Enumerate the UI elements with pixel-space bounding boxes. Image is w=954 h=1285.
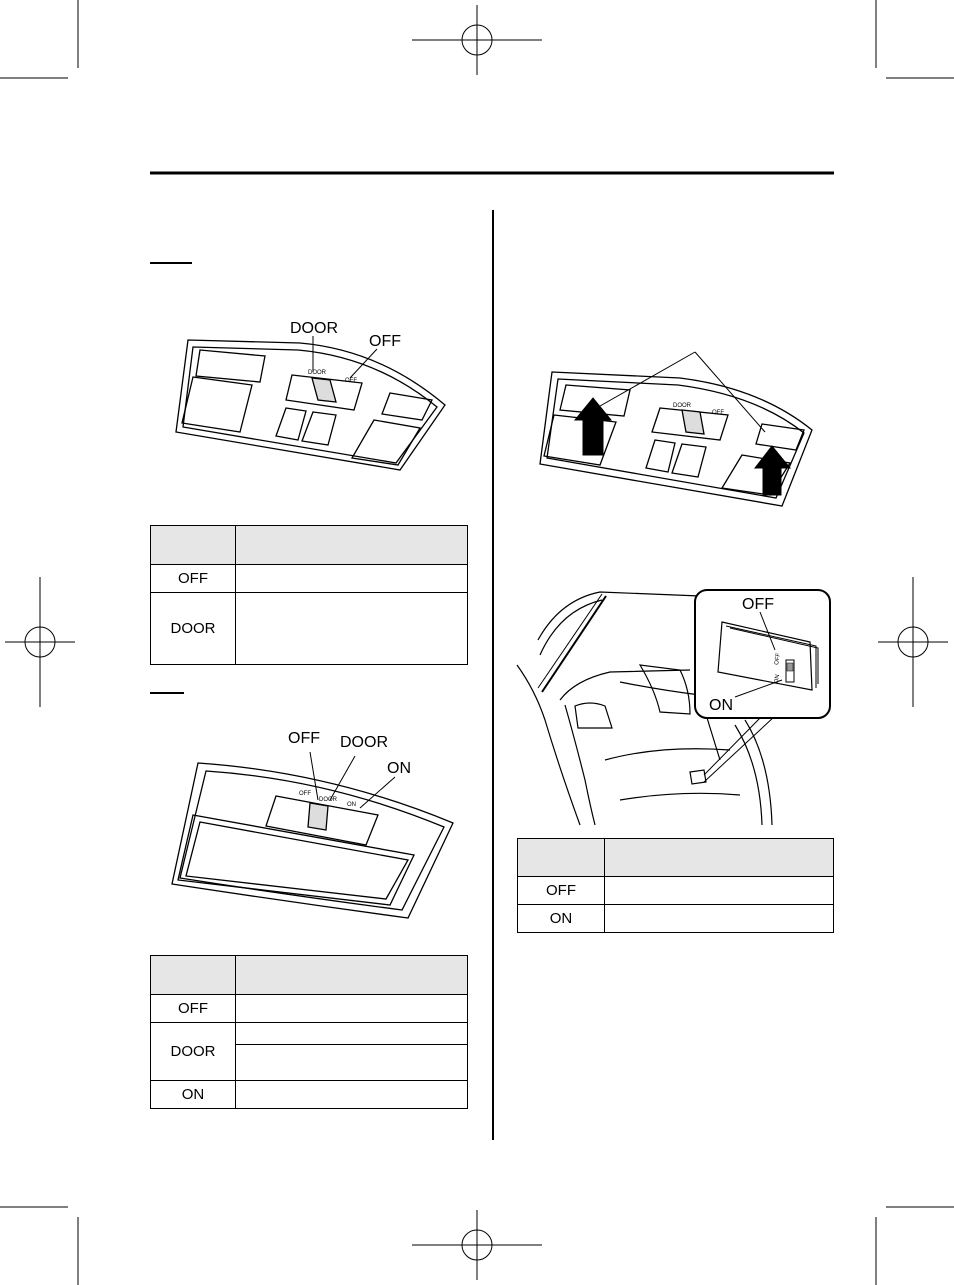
description-cell — [605, 905, 834, 933]
table-header-cell — [518, 839, 605, 877]
switch-position-cell: DOOR — [151, 1023, 236, 1081]
switch-position-cell: DOOR — [151, 593, 236, 665]
rear-switch-print-off: OFF — [299, 791, 311, 797]
rear-callout-on: ON — [387, 760, 411, 777]
table-header-cell — [151, 526, 236, 565]
cargo-switch-print-off: OFF — [774, 652, 782, 666]
description-cell — [236, 995, 468, 1023]
table-header-cell — [236, 526, 468, 565]
table-header-cell — [605, 839, 834, 877]
rear-heading-underline — [150, 692, 184, 694]
table-header-cell — [151, 956, 236, 995]
description-cell — [236, 593, 468, 665]
switch-position-cell: ON — [518, 905, 605, 933]
cargo-lamp-table — [517, 838, 834, 933]
table-row — [518, 877, 834, 905]
switch-position-cell: ON — [151, 1081, 236, 1109]
map-switch-print-door: DOOR — [673, 403, 691, 409]
table-header-cell — [236, 956, 468, 995]
table-header-row — [151, 956, 468, 995]
front-lamp-table — [150, 525, 468, 665]
rear-switch-print-door: DOOR — [319, 797, 337, 803]
rear-lamp-table — [150, 955, 468, 1109]
description-cell — [236, 1023, 468, 1045]
map-switch-print-off: OFF — [712, 410, 724, 416]
switch-position-cell: OFF — [151, 995, 236, 1023]
description-cell — [605, 877, 834, 905]
cargo-callout-on: ON — [709, 697, 733, 714]
table-row — [151, 1081, 468, 1109]
table-row — [151, 995, 468, 1023]
switch-position-cell: OFF — [518, 877, 605, 905]
table-row — [151, 565, 468, 593]
table-row — [518, 905, 834, 933]
cargo-callout-off: OFF — [742, 596, 774, 613]
table-row — [151, 1023, 468, 1045]
description-cell — [236, 565, 468, 593]
rear-switch-print-on: ON — [347, 802, 356, 808]
description-cell — [236, 1045, 468, 1081]
switch-position-cell: OFF — [151, 565, 236, 593]
front-switch-print-door: DOOR — [308, 370, 326, 376]
rear-callout-door: DOOR — [340, 734, 388, 751]
front-lamp-illustration — [176, 333, 445, 470]
table-header-row — [151, 526, 468, 565]
front-callout-off: OFF — [369, 333, 401, 350]
front-callout-door: DOOR — [290, 320, 338, 337]
table-header-row — [518, 839, 834, 877]
rear-callout-off: OFF — [288, 730, 320, 747]
cargo-switch-print-on: ON — [773, 674, 782, 684]
front-switch-print-off: OFF — [345, 378, 357, 384]
front-heading-underline — [150, 262, 192, 264]
table-row — [151, 593, 468, 665]
description-cell — [236, 1081, 468, 1109]
